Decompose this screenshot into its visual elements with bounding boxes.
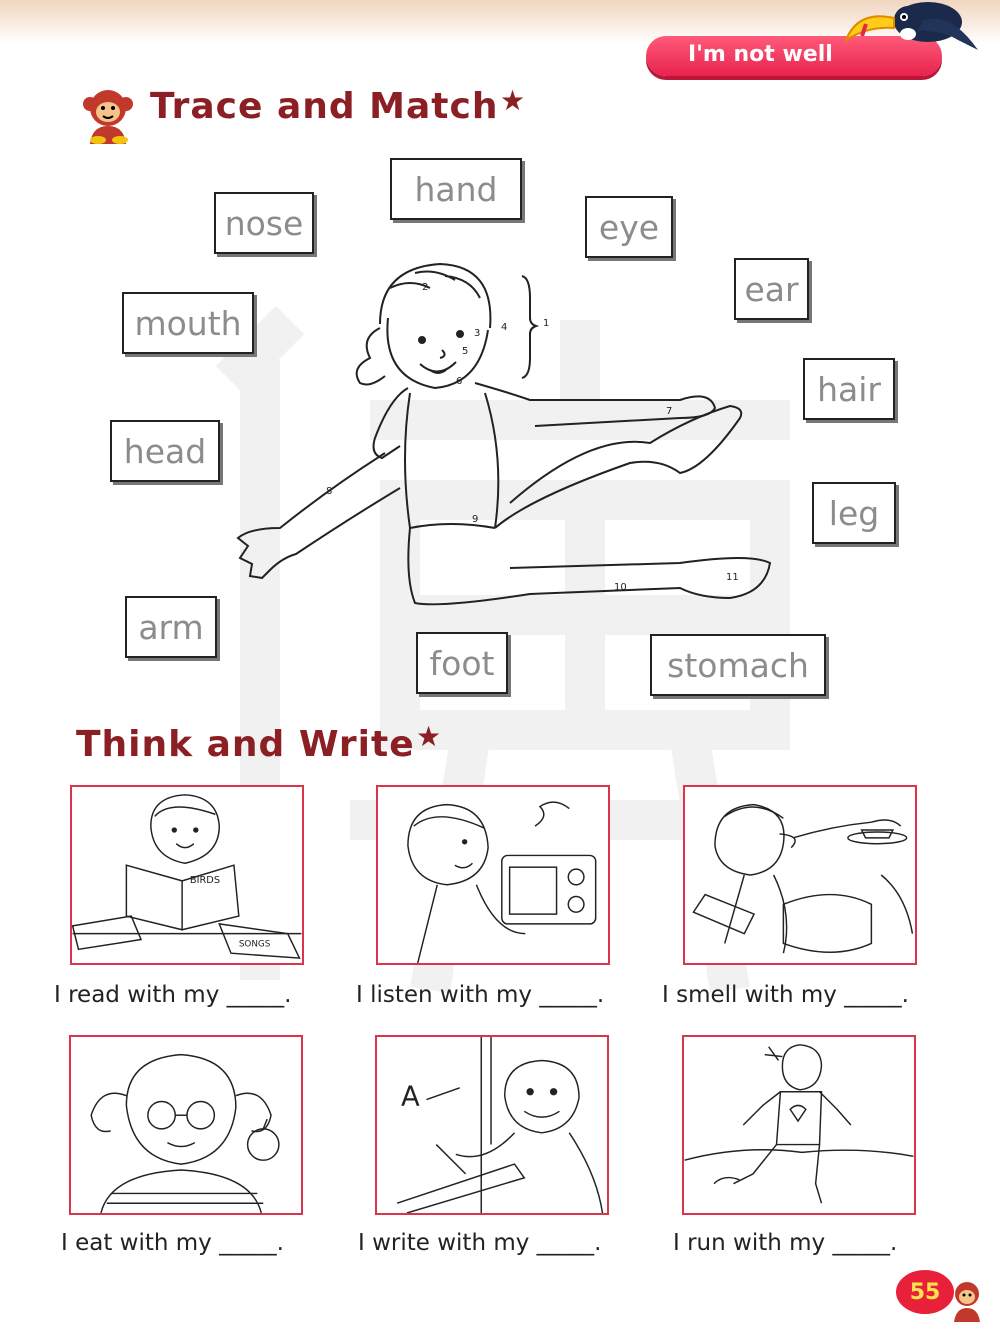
trace-match-star: ★ xyxy=(500,84,526,117)
think-write-star: ★ xyxy=(416,720,442,753)
word-box-ear: ear xyxy=(734,258,809,320)
word-box-arm: arm xyxy=(125,596,217,658)
word-box-leg: leg xyxy=(812,482,896,544)
sentence-run: I run with my _____. xyxy=(673,1230,898,1256)
picture-smelling xyxy=(683,785,917,965)
diagram-number-6: 6 xyxy=(456,376,463,387)
trace-match-title: Trace and Match xyxy=(150,86,499,127)
word-box-mouth: mouth xyxy=(122,292,254,354)
think-write-title: Think and Write xyxy=(76,724,415,765)
monkey-icon xyxy=(944,1276,990,1322)
sentence-listen: I listen with my _____. xyxy=(356,982,605,1008)
book-label-songs: SONGS xyxy=(238,939,271,950)
word-box-hand: hand xyxy=(390,158,522,220)
diagram-number-2: 2 xyxy=(422,282,429,293)
diagram-number-10: 10 xyxy=(614,582,627,593)
word-box-foot: foot xyxy=(416,632,508,694)
girl-body-diagram xyxy=(210,258,800,618)
word-box-eye: eye xyxy=(585,196,673,258)
word-box-head: head xyxy=(110,420,220,482)
book-label-birds: BIRDS xyxy=(189,874,221,886)
monkey-icon xyxy=(76,82,140,146)
diagram-number-8: 8 xyxy=(326,486,333,497)
page-number-badge: 55 xyxy=(896,1270,954,1314)
word-box-nose: nose xyxy=(214,192,314,254)
diagram-number-11: 11 xyxy=(726,572,739,583)
word-box-hair: hair xyxy=(803,358,895,420)
picture-writing xyxy=(375,1035,609,1215)
diagram-number-4: 4 xyxy=(501,322,508,333)
sentence-read: I read with my _____. xyxy=(54,982,292,1008)
word-box-stomach: stomach xyxy=(650,634,826,696)
picture-running xyxy=(682,1035,916,1215)
picture-eating xyxy=(69,1035,303,1215)
diagram-number-3: 3 xyxy=(474,328,481,339)
sentence-eat: I eat with my _____. xyxy=(61,1230,284,1256)
chapter-tab-label: I'm not well xyxy=(688,42,833,67)
diagram-number-1: 1 xyxy=(543,318,550,329)
diagram-number-5: 5 xyxy=(462,346,469,357)
picture-reading xyxy=(70,785,304,965)
sentence-smell: I smell with my _____. xyxy=(662,982,909,1008)
diagram-number-9: 9 xyxy=(472,514,479,525)
toucan-icon xyxy=(838,0,978,80)
svg-text:A: A xyxy=(401,1081,420,1113)
sentence-write: I write with my _____. xyxy=(358,1230,602,1256)
diagram-number-7: 7 xyxy=(666,406,673,417)
picture-listening xyxy=(376,785,610,965)
